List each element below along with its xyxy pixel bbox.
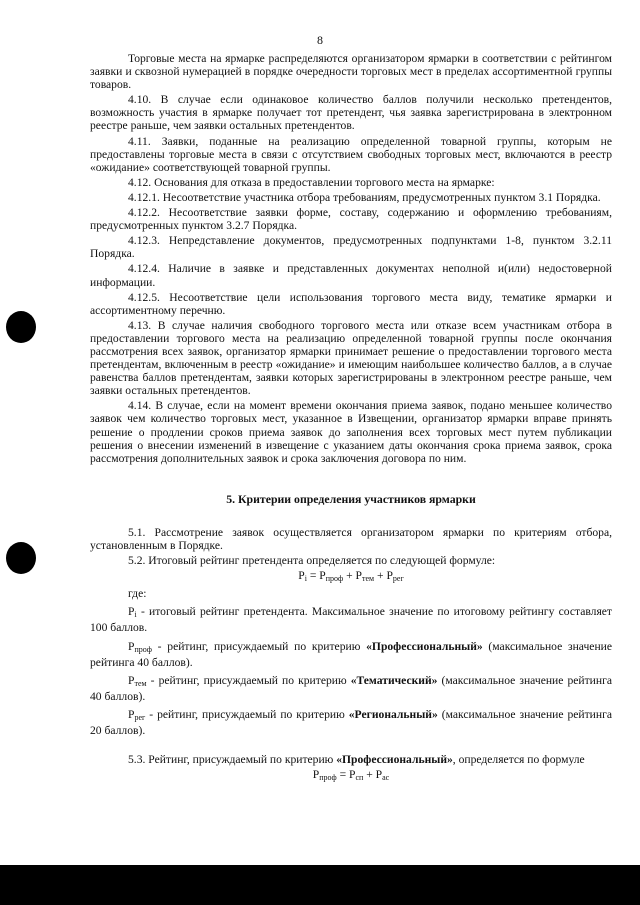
paragraph-distribution: Торговые места на ярмарке распределяются организатором ярмарки в соответствии с рейтингом заявки и сквозной нумерацией в порядке очередности торговых мест в пределах ассортиментной группы товаров. bbox=[90, 52, 612, 92]
scan-bottom-edge bbox=[0, 865, 640, 905]
paragraph-4-13: 4.13. В случае наличия свободного торгового места или отказе всем участникам отбора в предоставлении торгового места на реализацию определенной товарной группы после окончания рассмотрения всех заявок, организатор ярмарки принимает решение о предоставлении торгового места претендентам, включенным в реестр «ожидание» и имеющим наибольшее количество баллов, а в случае равенства баллов претендентам, заявки которых зарегистрированы в электронном реестре раньше, чем заявки остальных претендентов. bbox=[90, 318, 612, 398]
paragraph-5-1: 5.1. Рассмотрение заявок осуществляется организатором ярмарки по критериям отбора, установленным в Порядке. bbox=[90, 525, 612, 552]
paragraph-5-2: 5.2. Итоговый рейтинг претендента определяется по следующей формуле: bbox=[128, 554, 496, 568]
where-label: где: bbox=[128, 587, 147, 601]
definition-regional: $P_{рег}$ - рейтинг, присуждаемый по критерию «Региональный» (максимальное значение рейтинга 20 баллов). bbox=[90, 707, 612, 738]
punch-hole-lower bbox=[6, 542, 36, 574]
definition-professional: $P_{проф}$ - рейтинг, присуждаемый по критерию «Профессиональный» (максимальное значение рейтинга 40 баллов). bbox=[90, 639, 613, 669]
formula-total-rating: $P_i = P_{проф} + P_{тем} + P_{рег}$ bbox=[298, 569, 404, 584]
document-body bbox=[90, 52, 612, 786]
paragraph-4-14: 4.14. В случае, если на момент времени окончания приема заявок, подано меньшее количество заявок чем количество торговых мест, указанное в Извещении, организатор ярмарки вправе принять решение о продлении сроков приема заявок до заполнения всех торговых мест путем публикации решения о внесении изменений в извещение с указанием даты окончания срока приема заявок, срока рассмотрения дополнительных заявок и срока заключения договора по ним. bbox=[90, 399, 612, 465]
definition-thematic: $P_{тем}$ - рейтинг, присуждаемый по критерию «Тематический» (максимальное значение рейтинга 40 баллов). bbox=[90, 673, 612, 703]
definition-total-rating: $P_i$ - итоговый рейтинг претендента. Максимальное значение по итоговому рейтингу составляет 100 баллов. bbox=[90, 605, 612, 635]
paragraph-4-12-2: 4.12.2. Несоответствие заявки форме, составу, содержанию и оформлению требованиям, предусмотренных пунктом 3.2.7 Порядка. bbox=[90, 206, 612, 233]
paragraph-4-12-1: 4.12.1. Несоответствие участника отбора требованиям, предусмотренных пунктом 3.1 Порядка. bbox=[128, 190, 601, 204]
paragraph-4-12-3: 4.12.3. Непредставление документов, предусмотренных подпунктами 1-8, пунктом 3.2.11 Порядка. bbox=[90, 234, 612, 261]
paragraph-4-12-4: 4.12.4. Наличие в заявке и представленных документах неполной и(или) недостоверной информации. bbox=[90, 262, 612, 289]
section-heading: 5. Критерии определения участников ярмарки bbox=[226, 491, 476, 506]
paragraph-4-12: 4.12. Основания для отказа в предоставлении торгового места на ярмарке: bbox=[128, 175, 495, 189]
paragraph-5-3: 5.3. Рейтинг, присуждаемый по критерию «Профессиональный», определяется по формуле bbox=[128, 753, 585, 767]
paragraph-4-11: 4.11. Заявки, поданные на реализацию определенной товарной группы, которым не предоставлены торговые места в связи с отсутствием свободных торговых мест, включаются в реестр «ожидание» соответствующей товарной группы. bbox=[90, 134, 612, 174]
paragraph-4-12-5: 4.12.5. Несоответствие цели использования торгового места виду, тематике ярмарки и ассортиментному перечню. bbox=[90, 290, 612, 317]
punch-hole-upper bbox=[6, 311, 36, 343]
page-number: 8 bbox=[317, 33, 323, 47]
paragraph-4-10: 4.10. В случае если одинаковое количество баллов получили несколько претендентов, возможность участия в ярмарке получает тот претендент, чья заявка зарегистрирована в электронном реестре раньше, чем заявки остальных претендентов. bbox=[90, 93, 612, 133]
formula-professional-rating: $P_{проф} = P_{сп} + P_{ас}$ bbox=[312, 768, 390, 783]
